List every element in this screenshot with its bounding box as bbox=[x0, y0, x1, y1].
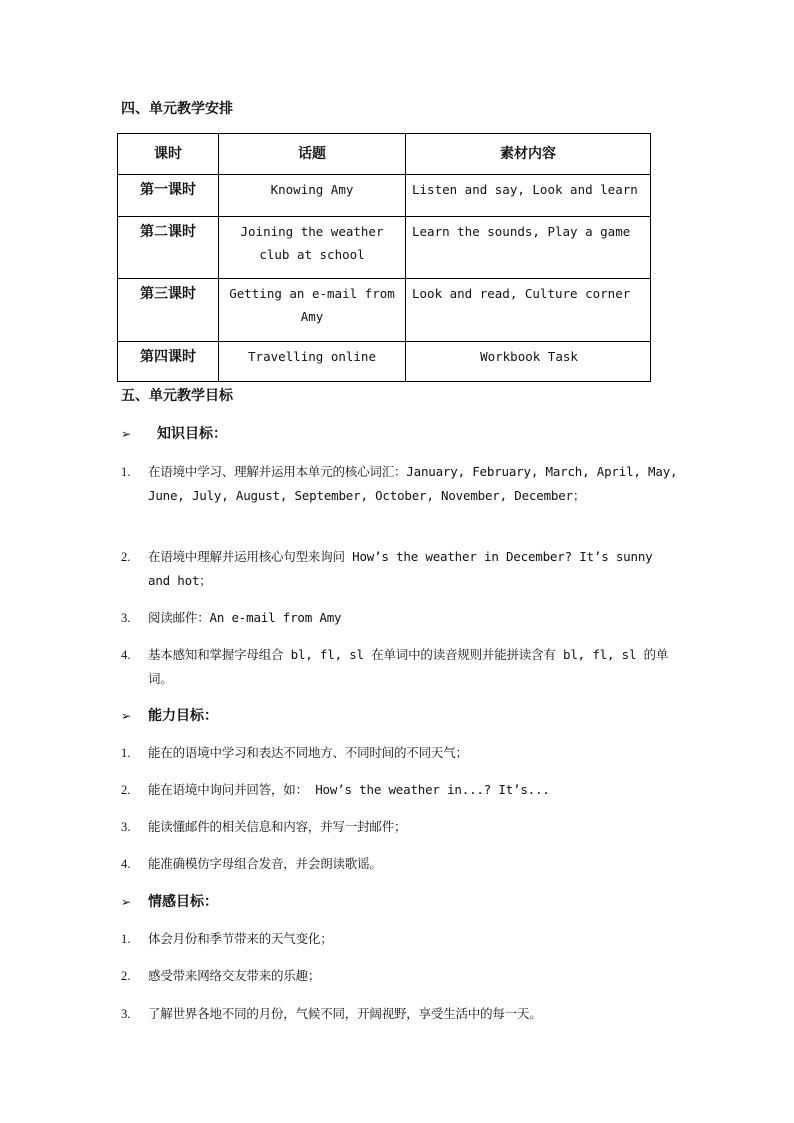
list-item bbox=[121, 852, 681, 876]
ability-goals-heading bbox=[121, 706, 218, 726]
list-item bbox=[121, 741, 681, 765]
list-item-text: 在语境中学习、理解并运用本单元的核心词汇：January, February, March, April, May, June, July, August, September, October, November, December； bbox=[148, 464, 678, 503]
list-item-text: 基本感知和掌握字母组合 bl, fl, sl 在单词中的读音规则并能拼读含有 bl, fl, sl 的单词。 bbox=[148, 647, 669, 686]
list-item bbox=[121, 815, 681, 839]
list-item-number: 1. bbox=[121, 746, 131, 760]
topic-cell: Knowing Amy bbox=[219, 175, 406, 217]
lesson-cell: 第四课时 bbox=[118, 342, 219, 382]
list-item bbox=[121, 606, 681, 630]
list-item-number: 2. bbox=[121, 783, 131, 797]
arrow-bullet-icon: ➢ bbox=[121, 895, 132, 909]
list-item-text: 阅读邮件：An e-mail from Amy bbox=[148, 610, 342, 625]
section-heading-plan: 四、单元教学安排 bbox=[121, 101, 233, 117]
material-cell: Look and read, Culture corner bbox=[406, 279, 651, 342]
list-item bbox=[121, 545, 681, 593]
list-item-text: 能在的语境中学习和表达不同地方、不同时间的不同天气； bbox=[148, 745, 468, 760]
list-item-number: 3. bbox=[121, 611, 131, 625]
list-item-text: 体会月份和季节带来的天气变化； bbox=[148, 931, 333, 946]
material-cell: Workbook Task bbox=[406, 342, 651, 382]
list-item-number: 4. bbox=[121, 857, 131, 871]
table-row bbox=[118, 217, 651, 279]
list-item bbox=[121, 927, 681, 951]
list-item-text: 感受带来网络交友带来的乐趣； bbox=[148, 968, 321, 983]
lesson-plan-table bbox=[117, 133, 651, 382]
list-item-text: 能读懂邮件的相关信息和内容，并写一封邮件； bbox=[148, 819, 407, 834]
emotion-goals-heading bbox=[121, 892, 218, 912]
list-item-number: 2. bbox=[121, 550, 131, 564]
topic-cell: Joining the weather club at school bbox=[219, 217, 406, 279]
list-item-number: 2. bbox=[121, 969, 131, 983]
list-item-text: 能准确模仿字母组合发音，并会朗读歌谣。 bbox=[148, 856, 382, 871]
material-cell: Learn the sounds, Play a game bbox=[406, 217, 651, 279]
list-item bbox=[121, 460, 681, 508]
list-item bbox=[121, 643, 681, 691]
table-header-topic: 话题 bbox=[219, 134, 406, 175]
lesson-cell: 第二课时 bbox=[118, 217, 219, 279]
list-item-text: 能在语境中询问并回答，如： How’s the weather in...? It’s... bbox=[148, 782, 550, 797]
list-item-number: 4. bbox=[121, 648, 131, 662]
lesson-cell: 第三课时 bbox=[118, 279, 219, 342]
table-row bbox=[118, 279, 651, 342]
list-item-number: 1. bbox=[121, 932, 131, 946]
section-heading-goals: 五、单元教学目标 bbox=[121, 388, 233, 404]
emotion-goals-title: 情感目标： bbox=[148, 894, 218, 910]
table-header-lesson: 课时 bbox=[118, 134, 219, 175]
topic-cell: Travelling online bbox=[219, 342, 406, 382]
table-row bbox=[118, 342, 651, 382]
lesson-cell: 第一课时 bbox=[118, 175, 219, 217]
list-item bbox=[121, 1002, 681, 1026]
table-row bbox=[118, 175, 651, 217]
list-item bbox=[121, 778, 681, 802]
list-item-text: 了解世界各地不同的月份，气候不同，开阔视野，享受生活中的每一天。 bbox=[148, 1006, 542, 1021]
topic-cell: Getting an e-mail from Amy bbox=[219, 279, 406, 342]
list-item-text: 在语境中理解并运用核心句型来询问 How’s the weather in December? It’s sunny and hot； bbox=[148, 549, 653, 588]
list-item-number: 1. bbox=[121, 465, 131, 479]
table-header-material: 素材内容 bbox=[406, 134, 651, 175]
table-header-row bbox=[118, 134, 651, 175]
list-item-number: 3. bbox=[121, 1007, 131, 1021]
arrow-bullet-icon: ➢ bbox=[121, 709, 132, 723]
material-cell: Listen and say, Look and learn bbox=[406, 175, 651, 217]
arrow-bullet-icon: ➢ bbox=[121, 427, 132, 441]
knowledge-goals-heading bbox=[121, 424, 227, 444]
ability-goals-title: 能力目标： bbox=[148, 708, 218, 724]
list-item-number: 3. bbox=[121, 820, 131, 834]
knowledge-goals-title: 知识目标： bbox=[157, 426, 227, 442]
list-item bbox=[121, 964, 681, 988]
